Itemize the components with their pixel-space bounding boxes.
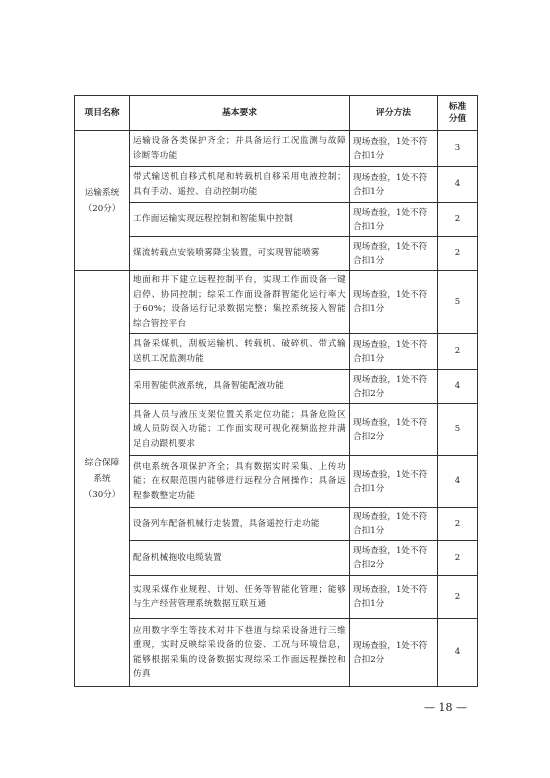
score-cell: 4 [438, 456, 478, 508]
category-label: 运输系统 [84, 187, 120, 198]
requirement-cell: 具备采煤机，刮板运输机、转载机、破碎机、带式输送机工况监测功能 [130, 334, 350, 370]
requirement-cell: 供电系统各项保护齐全；具有数据实时采集、上传功能；在权限范围内能够进行远程分合闸操作；具备远程参数整定功能 [130, 456, 350, 508]
method-cell: 现场查验，1处不符合扣2分 [350, 619, 438, 687]
score-cell: 4 [438, 167, 478, 203]
method-cell: 现场查验，1处不符合扣1分 [350, 271, 438, 334]
requirement-cell: 煤流转载点安装喷雾降尘装置，可实现智能喷雾 [130, 237, 350, 271]
score-cell: 3 [438, 131, 478, 167]
category-points: （20分） [83, 203, 121, 214]
score-cell: 2 [438, 576, 478, 619]
requirement-cell: 设备列车配备机械行走装置，具备遥控行走功能 [130, 508, 350, 541]
table-row [75, 619, 478, 687]
header-score-line1: 标准 [448, 102, 467, 112]
requirement-cell: 实现采煤作业规程、计划、任务等智能化管理；能够与生产经营管理系统数据互联互通 [130, 576, 350, 619]
method-cell: 现场查验，1处不符合扣2分 [350, 404, 438, 456]
score-cell: 5 [438, 404, 478, 456]
category-points: （30分） [83, 489, 121, 500]
table-row [75, 131, 478, 167]
score-cell: 2 [438, 203, 478, 237]
score-cell: 2 [438, 237, 478, 271]
method-cell: 现场查验，1处不符合扣1分 [350, 131, 438, 167]
page-number: — 18 — [424, 701, 467, 714]
category-transport [75, 131, 130, 271]
table-row [75, 203, 478, 237]
table-row [75, 167, 478, 203]
requirement-cell: 采用智能供液系统，具备智能配液功能 [130, 370, 350, 404]
header-score-line2: 分值 [448, 114, 467, 124]
table-row [75, 334, 478, 370]
requirement-cell: 工作面运输实现远程控制和智能集中控制 [130, 203, 350, 237]
requirement-cell: 具备人员与液压支架位置关系定位功能；具备危险区域人员防误入功能；工作面实现可视化视频监控并满足自动跟机要求 [130, 404, 350, 456]
table-row [75, 237, 478, 271]
method-cell: 现场查验，1处不符合扣2分 [350, 541, 438, 576]
requirement-cell: 运输设备各类保护齐全；并具备运行工况监测与故障诊断等功能 [130, 131, 350, 167]
table-header-row [75, 96, 478, 131]
score-cell: 2 [438, 508, 478, 541]
method-cell: 现场查验，1处不符合扣1分 [350, 508, 438, 541]
table-row [75, 271, 478, 334]
header-method: 评分方法 [350, 96, 438, 131]
method-cell: 现场查验，1处不符合扣1分 [350, 203, 438, 237]
score-cell: 4 [438, 619, 478, 687]
table-row [75, 576, 478, 619]
table-row [75, 541, 478, 576]
category-support [75, 271, 130, 687]
score-cell: 4 [438, 370, 478, 404]
header-score [438, 96, 478, 131]
header-name: 项目名称 [75, 96, 130, 131]
requirement-cell: 应用数字孪生等技术对井下巷道与综采设备进行三维重现，实时反映综采设备的位姿、工况与环境信息，能够根据采集的设备数据实现综采工作面远程操控和仿真 [130, 619, 350, 687]
score-cell: 2 [438, 334, 478, 370]
method-cell: 现场查验，1处不符合扣1分 [350, 576, 438, 619]
header-requirement: 基本要求 [130, 96, 350, 131]
requirement-cell: 配备机械拖收电缆装置 [130, 541, 350, 576]
method-cell: 现场查验，1处不符合扣1分 [350, 334, 438, 370]
table-row [75, 404, 478, 456]
table-row [75, 508, 478, 541]
requirement-cell: 带式输送机自移式机尾和转载机自移采用电液控制；具有手动、遥控、自动控制功能 [130, 167, 350, 203]
method-cell: 现场查验，1处不符合扣1分 [350, 167, 438, 203]
requirement-cell: 地面和井下建立远程控制平台，实现工作面设备一键启停、协同控制；综采工作面设备群智能化运行率大于60%；设备运行记录数据完整；集控系统接入智能综合管控平台 [130, 271, 350, 334]
table-row [75, 370, 478, 404]
method-cell: 现场查验，1处不符合扣2分 [350, 370, 438, 404]
scoring-table [74, 95, 478, 687]
score-cell: 2 [438, 541, 478, 576]
category-label-line2: 系统 [93, 473, 111, 484]
method-cell: 现场查验，1处不符合扣1分 [350, 237, 438, 271]
method-cell: 现场查验，1处不符合扣1分 [350, 456, 438, 508]
table-row [75, 456, 478, 508]
score-cell: 5 [438, 271, 478, 334]
category-label: 综合保障 [84, 457, 120, 468]
